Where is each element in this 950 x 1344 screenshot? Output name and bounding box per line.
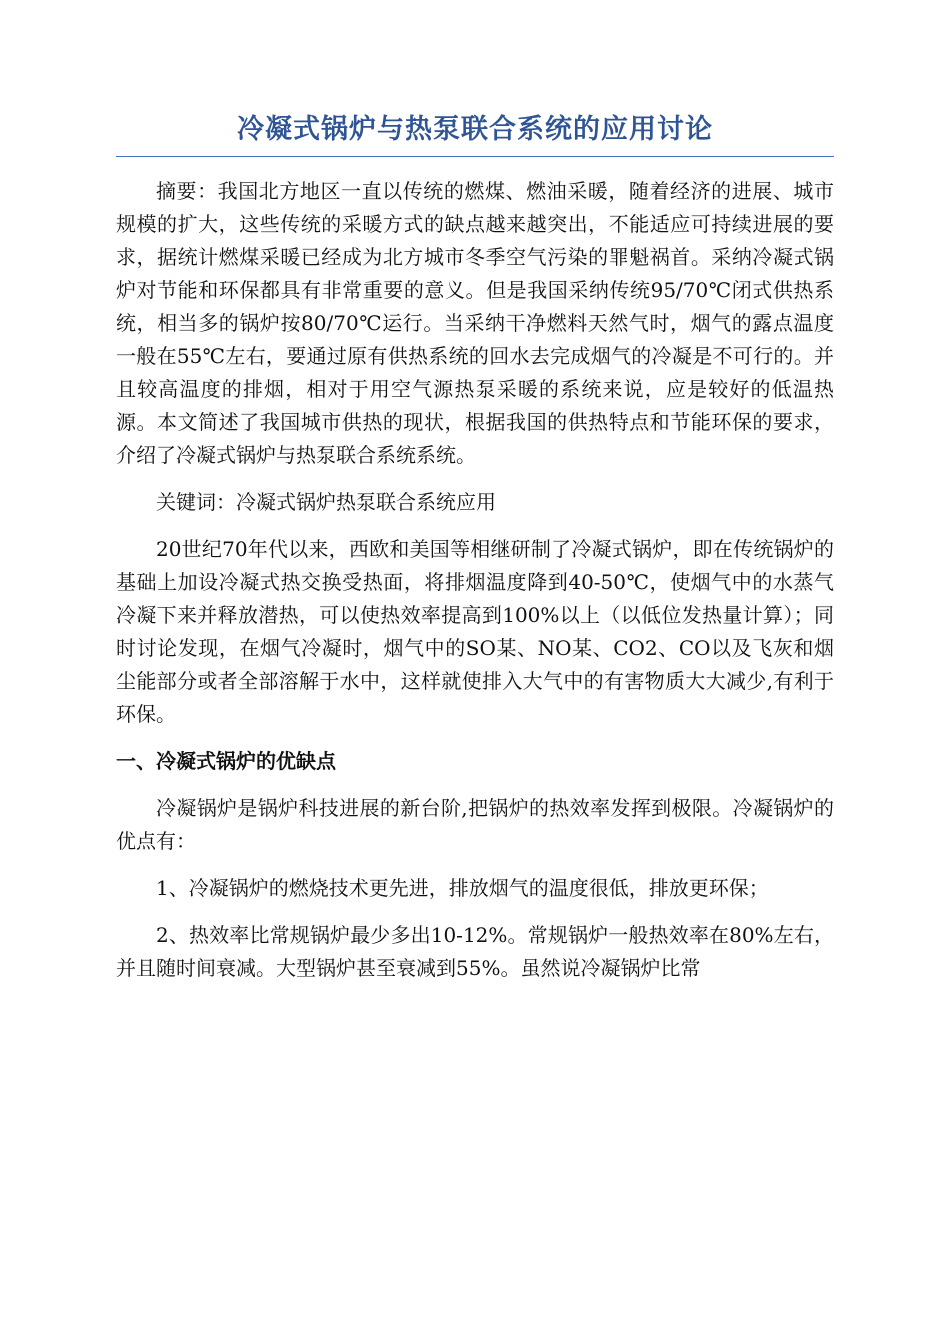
abstract-paragraph: 摘要：我国北方地区一直以传统的燃煤、燃油采暖，随着经济的进展、城市规模的扩大，这些传统的采暖方式的缺点越来越突出，不能适应可持续进展的要求，据统计燃煤采暖已经成为北方城市冬季空气污染的罪魁祸首。采纳冷凝式锅炉对节能和环保都具有非常重要的意义。但是我国采纳传统95/70℃闭式供热系统，相当多的锅炉按80/70℃运行。当采纳干净燃料天然气时，烟气的露点温度一般在55℃左右，要通过原有供热系统的回水去完成烟气的冷凝是不可行的。并且较高温度的排烟，相对于用空气源热泵采暖的系统来说，应是较好的低温热源。本文简述了我国城市供热的现状，根据我国的供热特点和节能环保的要求，介绍了冷凝式锅炉与热泵联合系统系统。 bbox=[116, 179, 834, 467]
title-underline bbox=[116, 156, 834, 157]
list-item: 2、热效率比常规锅炉最少多出10-12%。常规锅炉一般热效率在80%左右，并且随时间衰减。大型锅炉甚至衰减到55%。虽然说冷凝锅炉比常 bbox=[116, 923, 834, 980]
intro-paragraph: 20世纪70年代以来，西欧和美国等相继研制了冷凝式锅炉，即在传统锅炉的基础上加设冷凝式热交换受热面，将排烟温度降到40-50℃，使烟气中的水蒸气冷凝下来并释放潜热，可以使热效率提高到100%以上（以低位发热量计算）；同时讨论发现，在烟气冷凝时，烟气中的SO某、NO某、CO2、CO以及飞灰和烟尘能部分或者全部溶解于水中，这样就使排入大气中的有害物质大大减少,有利于环保。 bbox=[116, 537, 834, 726]
keywords-paragraph: 关键词：冷凝式锅炉热泵联合系统应用 bbox=[156, 490, 496, 514]
section-heading: 一、冷凝式锅炉的优缺点 bbox=[116, 749, 336, 773]
section-paragraph: 冷凝锅炉是锅炉科技进展的新台阶,把锅炉的热效率发挥到极限。冷凝锅炉的优点有： bbox=[116, 796, 834, 853]
document-title: 冷凝式锅炉与热泵联合系统的应用讨论 bbox=[237, 114, 713, 145]
list-item: 1、冷凝锅炉的燃烧技术更先进，排放烟气的温度很低，排放更环保； bbox=[156, 876, 769, 900]
document-page bbox=[116, 104, 834, 999]
